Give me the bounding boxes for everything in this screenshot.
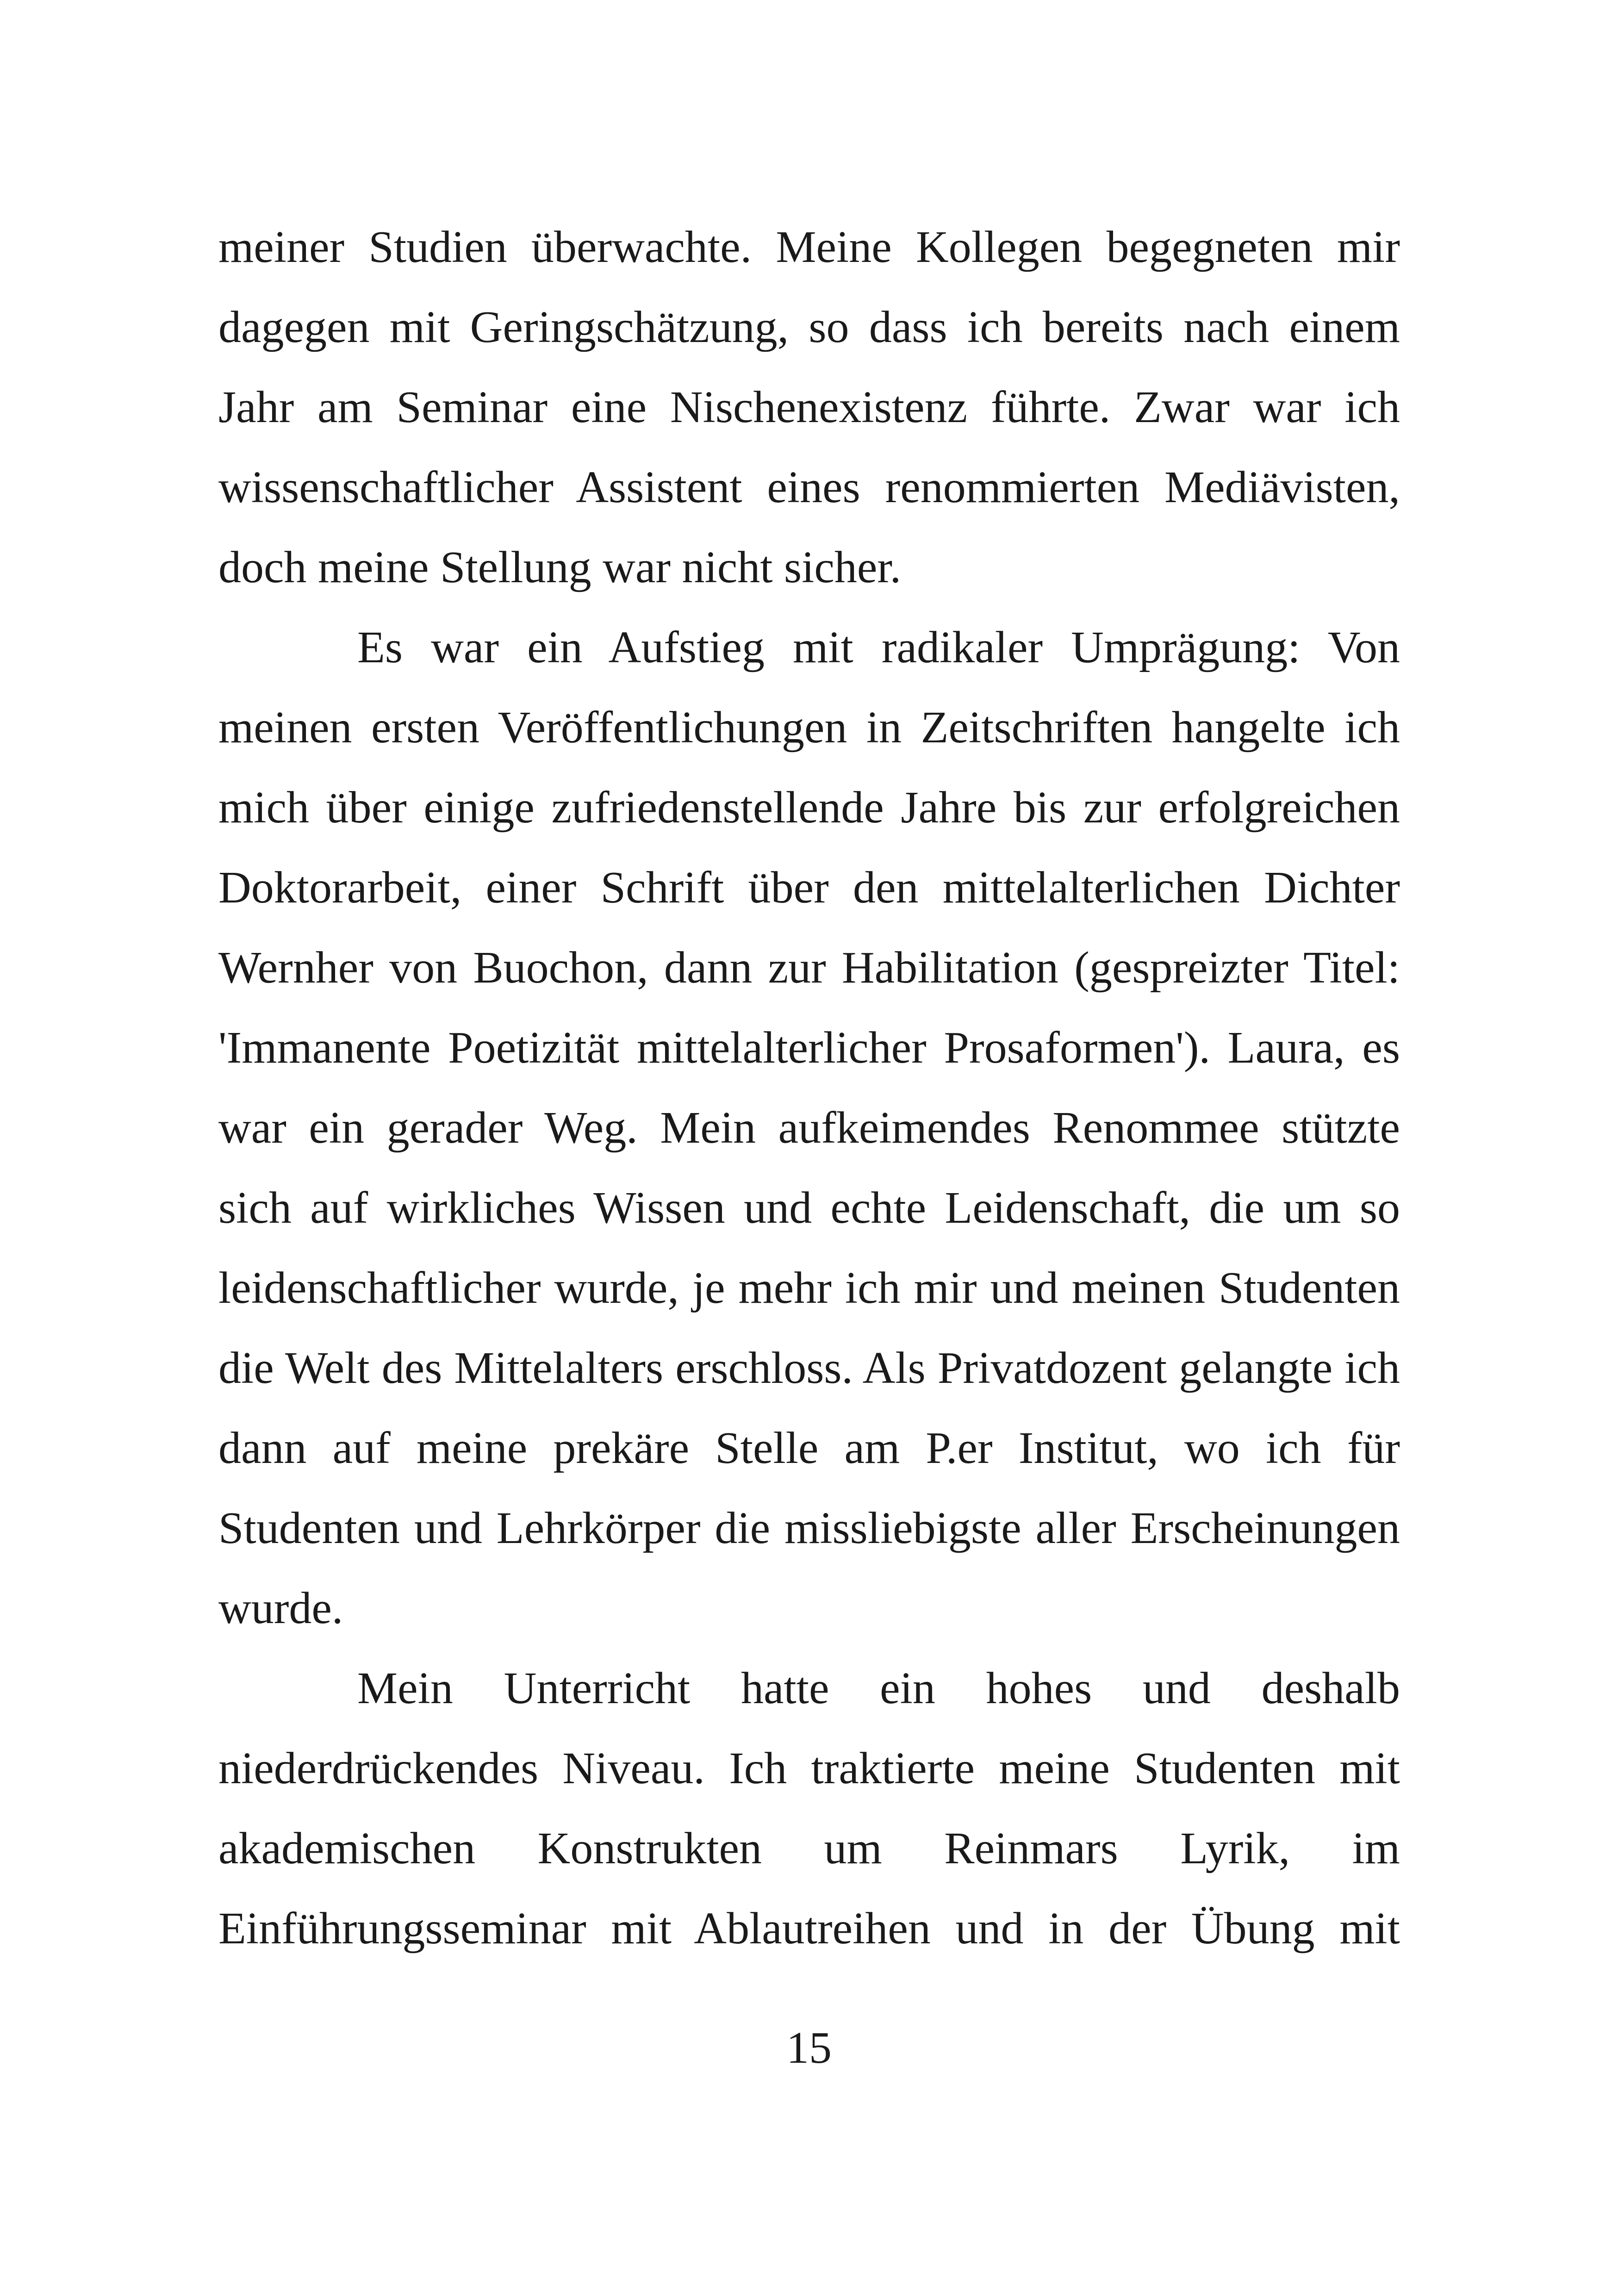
body-text (218, 207, 1400, 1969)
paragraph-1: meiner Studien überwachte. Meine Kollegen begegneten mir dagegen mit Geringschätzung, so dass ich bereits nach einem Jahr am Seminar eine Nischenexistenz führte. Zwar war ich wissenschaftlicher Assistent eines renommierten Mediävisten, doch meine Stellung war nicht sicher. (218, 222, 1400, 592)
paragraph-3: Mein Unterricht hatte ein hohes und deshalb niederdrückendes Niveau. Ich traktierte meine Studenten mit akademischen Konstrukten um Reinmars Lyrik, im Einführungsseminar mit Ablautreihen und in der Übung mit (218, 1663, 1400, 1954)
paragraph-2: Es war ein Aufstieg mit radikaler Umprägung: Von meinen ersten Veröffentlichungen in Zeitschriften hangelte ich mich über einige zufriedenstellende Jahre bis zur erfolgreichen Doktorarbeit, einer Schrift über den mittelalterlichen Dichter Wernher von Buochon, dann zur Habilitation (gespreizter Titel: 'Immanente Poetizität mittelalterlicher Prosaformen'). Laura, es war ein gerader Weg. Mein aufkeimendes Renommee stützte sich auf wirkliches Wissen und echte Leidenschaft, die um so leidenschaftlicher wurde, je mehr ich mir und meinen Studenten die Welt des Mittelalters erschloss. Als Privatdozent gelangte ich dann auf meine prekäre Stelle am P.er Institut, wo ich für Studenten und Lehrkörper die missliebigste aller Erscheinungen wurde. (218, 622, 1400, 1633)
page-number: 15 (786, 2023, 832, 2073)
